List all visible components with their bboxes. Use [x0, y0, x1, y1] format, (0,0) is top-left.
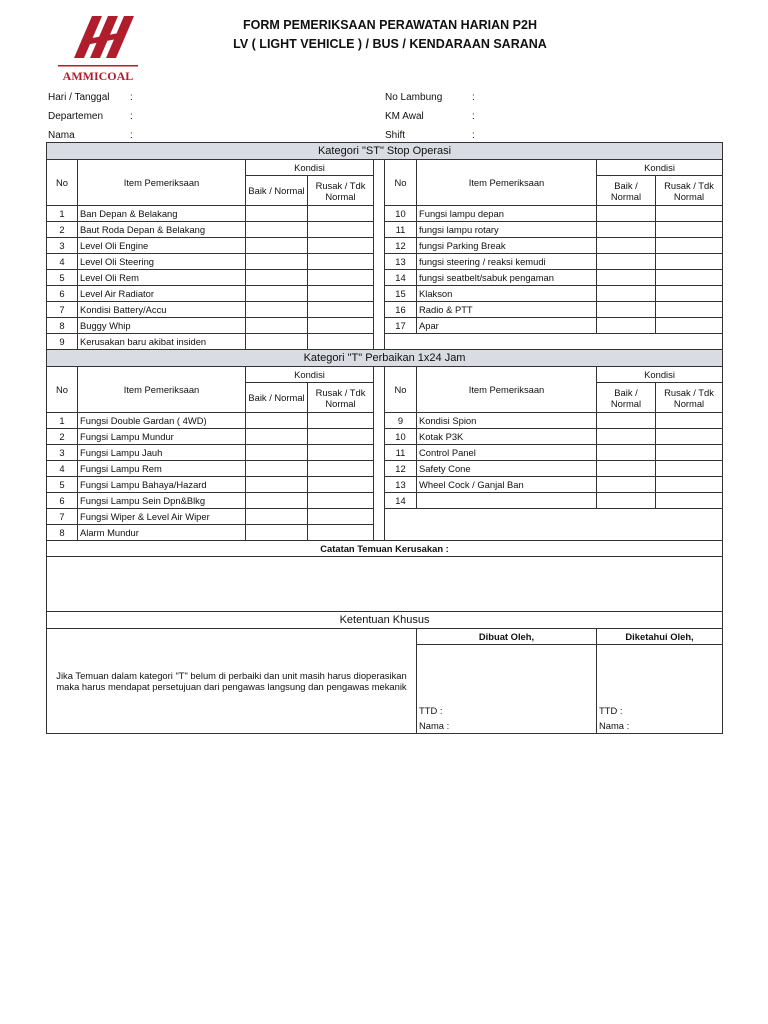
item-no: 17: [385, 318, 417, 334]
gap-cell: [374, 461, 385, 477]
item-no: 3: [47, 445, 78, 461]
item-no: 2: [47, 222, 78, 238]
dibuat-label: Dibuat Oleh,: [417, 629, 597, 645]
shift-colon: :: [472, 130, 475, 141]
col-item: Item Pemeriksaan: [78, 160, 246, 206]
gap-cell: [374, 238, 385, 254]
baik-check-cell[interactable]: [246, 286, 308, 302]
gap-cell: [374, 477, 385, 493]
rusak-check-cell[interactable]: [308, 477, 374, 493]
gap-cell: [374, 270, 385, 286]
gap-cell: [374, 254, 385, 270]
st-section-title: Kategori "ST" Stop Operasi: [47, 143, 723, 160]
baik-check-cell[interactable]: [246, 270, 308, 286]
item-no: 13: [385, 254, 417, 270]
baik-check-cell[interactable]: [597, 477, 656, 493]
rusak-check-cell[interactable]: [308, 206, 374, 222]
departemen-label: Departemen: [48, 111, 104, 122]
rusak-check-cell[interactable]: [308, 493, 374, 509]
item-name: fungsi seatbelt/sabuk pengaman: [417, 270, 597, 286]
col-kondisi: Kondisi: [246, 160, 374, 176]
rusak-check-cell[interactable]: [308, 461, 374, 477]
item-no: 4: [47, 461, 78, 477]
table-row: [47, 286, 723, 302]
baik-check-cell[interactable]: [597, 222, 656, 238]
item-name: Baut Roda Depan & Belakang: [78, 222, 246, 238]
km-colon: :: [472, 111, 475, 122]
item-no: 15: [385, 286, 417, 302]
lambung-label: No Lambung: [385, 92, 443, 103]
col-rusak: Rusak / Tdk Normal: [656, 383, 723, 413]
item-name: Alarm Mundur: [78, 525, 246, 541]
rusak-check-cell[interactable]: [656, 254, 723, 270]
col-baik: Baik / Normal: [246, 176, 308, 206]
table-row: [47, 270, 723, 286]
table-row: [47, 477, 723, 493]
baik-check-cell[interactable]: [246, 509, 308, 525]
baik-check-cell[interactable]: [246, 413, 308, 429]
dibuat-ttd: TTD :: [417, 703, 597, 718]
item-name: Fungsi Wiper & Level Air Wiper: [78, 509, 246, 525]
col-item: Item Pemeriksaan: [417, 160, 597, 206]
baik-check-cell[interactable]: [246, 445, 308, 461]
table-row: [47, 302, 723, 318]
baik-check-cell[interactable]: [597, 461, 656, 477]
table-row: [47, 445, 723, 461]
form-subtitle: LV ( LIGHT VEHICLE ) / BUS / KENDARAAN SARANA: [233, 37, 547, 51]
item-name: Apar: [417, 318, 597, 334]
gap-cell: [374, 302, 385, 318]
item-name: Fungsi lampu depan: [417, 206, 597, 222]
baik-check-cell[interactable]: [246, 238, 308, 254]
item-name: fungsi lampu rotary: [417, 222, 597, 238]
rusak-check-cell[interactable]: [308, 222, 374, 238]
rusak-check-cell[interactable]: [308, 318, 374, 334]
rusak-check-cell[interactable]: [308, 509, 374, 525]
diketahui-label: Diketahui Oleh,: [597, 629, 723, 645]
baik-check-cell[interactable]: [597, 302, 656, 318]
rusak-check-cell[interactable]: [308, 270, 374, 286]
baik-check-cell[interactable]: [597, 286, 656, 302]
item-name: Radio & PTT: [417, 302, 597, 318]
item-name: Kondisi Battery/Accu: [78, 302, 246, 318]
item-name: fungsi Parking Break: [417, 238, 597, 254]
item-name: Level Oli Steering: [78, 254, 246, 270]
ketentuan-text: Jika Temuan dalam kategori "T" belum di perbaiki dan unit masih harus dioperasikan maka harus mendapat persetujuan dari pengawas langsung dan pengawas mekanik: [47, 629, 417, 734]
item-no: 10: [385, 206, 417, 222]
gap-cell: [374, 318, 385, 334]
item-name: Kerusakan baru akibat insiden: [78, 334, 246, 350]
col-baik: Baik / Normal: [597, 383, 656, 413]
rusak-check-cell[interactable]: [656, 238, 723, 254]
table-row: [47, 413, 723, 429]
gap-cell: [374, 445, 385, 461]
baik-check-cell[interactable]: [597, 206, 656, 222]
baik-check-cell[interactable]: [597, 318, 656, 334]
ammicoal-logo: [52, 10, 144, 84]
rusak-check-cell[interactable]: [656, 493, 723, 509]
item-no: 6: [47, 286, 78, 302]
item-no: 13: [385, 477, 417, 493]
catatan-title: Catatan Temuan Kerusakan :: [47, 541, 723, 557]
gap-cell: [374, 525, 385, 541]
item-name: Fungsi Lampu Sein Dpn&Blkg: [78, 493, 246, 509]
baik-check-cell[interactable]: [246, 477, 308, 493]
item-name: Fungsi Double Gardan ( 4WD): [78, 413, 246, 429]
item-no: 12: [385, 238, 417, 254]
item-no: 4: [47, 254, 78, 270]
rusak-check-cell[interactable]: [656, 429, 723, 445]
item-name: Fungsi Lampu Jauh: [78, 445, 246, 461]
item-name: Fungsi Lampu Mundur: [78, 429, 246, 445]
item-name: Level Oli Rem: [78, 270, 246, 286]
gap-cell: [374, 429, 385, 445]
table-row: [47, 222, 723, 238]
rusak-check-cell[interactable]: [656, 206, 723, 222]
nama-colon: :: [130, 130, 133, 141]
hari-label: Hari / Tanggal: [48, 92, 110, 103]
dibuat-sign-area[interactable]: [417, 645, 597, 703]
rusak-check-cell[interactable]: [308, 238, 374, 254]
baik-check-cell[interactable]: [246, 302, 308, 318]
form-title: FORM PEMERIKSAAN PERAWATAN HARIAN P2H: [243, 18, 537, 32]
baik-check-cell[interactable]: [246, 525, 308, 541]
item-no: 11: [385, 445, 417, 461]
table-row: [47, 238, 723, 254]
item-no: 9: [47, 334, 78, 350]
item-no: 5: [47, 270, 78, 286]
item-name: [417, 493, 597, 509]
rusak-check-cell[interactable]: [308, 286, 374, 302]
lambung-colon: :: [472, 92, 475, 103]
rusak-check-cell[interactable]: [656, 286, 723, 302]
item-name: Buggy Whip: [78, 318, 246, 334]
baik-check-cell[interactable]: [246, 493, 308, 509]
item-no: 6: [47, 493, 78, 509]
col-kondisi: Kondisi: [246, 367, 374, 383]
baik-check-cell[interactable]: [246, 222, 308, 238]
gap-cell: [374, 160, 385, 206]
item-no: 7: [47, 302, 78, 318]
rusak-check-cell[interactable]: [656, 270, 723, 286]
item-no: 12: [385, 461, 417, 477]
col-no: No: [385, 367, 417, 413]
rusak-check-cell[interactable]: [656, 413, 723, 429]
rusak-check-cell[interactable]: [308, 413, 374, 429]
table-row: [47, 509, 723, 525]
col-rusak: Rusak / Tdk Normal: [656, 176, 723, 206]
rusak-check-cell[interactable]: [656, 461, 723, 477]
item-name: Fungsi Lampu Bahaya/Hazard: [78, 477, 246, 493]
col-kondisi: Kondisi: [597, 160, 723, 176]
baik-check-cell[interactable]: [246, 461, 308, 477]
baik-check-cell[interactable]: [597, 445, 656, 461]
km-label: KM Awal: [385, 111, 424, 122]
dibuat-nama: Nama :: [417, 718, 597, 734]
baik-check-cell[interactable]: [597, 493, 656, 509]
table-row: [47, 334, 723, 350]
catatan-area[interactable]: [47, 557, 723, 612]
col-rusak: Rusak / Tdk Normal: [308, 383, 374, 413]
table-row: [47, 461, 723, 477]
col-no: No: [47, 160, 78, 206]
gap-cell: [374, 334, 385, 350]
st-section: [47, 143, 723, 350]
table-row: [47, 429, 723, 445]
baik-check-cell[interactable]: [597, 429, 656, 445]
gap-cell: [374, 413, 385, 429]
col-item: Item Pemeriksaan: [417, 367, 597, 413]
item-no: 10: [385, 429, 417, 445]
diketahui-sign-area[interactable]: [597, 645, 723, 703]
rusak-check-cell[interactable]: [656, 445, 723, 461]
item-no: 2: [47, 429, 78, 445]
rusak-check-cell[interactable]: [308, 429, 374, 445]
col-baik: Baik / Normal: [597, 176, 656, 206]
gap-cell: [374, 367, 385, 413]
col-item: Item Pemeriksaan: [78, 367, 246, 413]
empty-cell: [385, 334, 723, 350]
col-kondisi: Kondisi: [597, 367, 723, 383]
item-no: 14: [385, 493, 417, 509]
rusak-check-cell[interactable]: [656, 222, 723, 238]
col-no: No: [385, 160, 417, 206]
t-section-title: Kategori "T" Perbaikan 1x24 Jam: [47, 350, 723, 367]
baik-check-cell[interactable]: [597, 413, 656, 429]
item-no: 7: [47, 509, 78, 525]
item-no: 16: [385, 302, 417, 318]
baik-check-cell[interactable]: [246, 318, 308, 334]
baik-check-cell[interactable]: [246, 334, 308, 350]
baik-check-cell[interactable]: [597, 254, 656, 270]
gap-cell: [374, 206, 385, 222]
rusak-check-cell[interactable]: [308, 302, 374, 318]
table-row: [47, 493, 723, 509]
item-no: 5: [47, 477, 78, 493]
col-no: No: [47, 367, 78, 413]
item-no: 8: [47, 525, 78, 541]
gap-cell: [374, 222, 385, 238]
item-no: 9: [385, 413, 417, 429]
rusak-check-cell[interactable]: [308, 334, 374, 350]
baik-check-cell[interactable]: [246, 429, 308, 445]
item-name: Wheel Cock / Ganjal Ban: [417, 477, 597, 493]
departemen-colon: :: [130, 111, 133, 122]
item-name: Level Oli Engine: [78, 238, 246, 254]
item-no: 14: [385, 270, 417, 286]
col-rusak: Rusak / Tdk Normal: [308, 176, 374, 206]
baik-check-cell[interactable]: [246, 254, 308, 270]
item-name: Safety Cone: [417, 461, 597, 477]
table-row: [47, 254, 723, 270]
gap-cell: [374, 509, 385, 525]
item-name: fungsi steering / reaksi kemudi: [417, 254, 597, 270]
t-section: [47, 350, 723, 541]
rusak-check-cell[interactable]: [308, 525, 374, 541]
hari-colon: :: [130, 92, 133, 103]
gap-cell: [374, 493, 385, 509]
baik-check-cell[interactable]: [597, 270, 656, 286]
inspection-table: [46, 142, 723, 734]
rusak-check-cell[interactable]: [308, 254, 374, 270]
notes-section: [47, 541, 723, 734]
item-name: Level Air Radiator: [78, 286, 246, 302]
empty-cell: [385, 509, 723, 541]
item-name: Control Panel: [417, 445, 597, 461]
item-name: Fungsi Lampu Rem: [78, 461, 246, 477]
ketentuan-title: Ketentuan Khusus: [47, 612, 723, 629]
item-name: Klakson: [417, 286, 597, 302]
rusak-check-cell[interactable]: [656, 318, 723, 334]
baik-check-cell[interactable]: [246, 206, 308, 222]
logo-text: AMMICOAL: [62, 69, 134, 83]
diketahui-nama: Nama :: [597, 718, 723, 734]
rusak-check-cell[interactable]: [656, 477, 723, 493]
table-row: [47, 206, 723, 222]
baik-check-cell[interactable]: [597, 238, 656, 254]
item-name: Kotak P3K: [417, 429, 597, 445]
table-row: [47, 318, 723, 334]
item-no: 1: [47, 206, 78, 222]
rusak-check-cell[interactable]: [656, 302, 723, 318]
diketahui-ttd: TTD :: [597, 703, 723, 718]
col-baik: Baik / Normal: [246, 383, 308, 413]
rusak-check-cell[interactable]: [308, 445, 374, 461]
item-no: 1: [47, 413, 78, 429]
shift-label: Shift: [385, 130, 406, 141]
item-name: Kondisi Spion: [417, 413, 597, 429]
gap-cell: [374, 286, 385, 302]
nama-label: Nama: [48, 130, 75, 141]
item-no: 11: [385, 222, 417, 238]
item-name: Ban Depan & Belakang: [78, 206, 246, 222]
item-no: 3: [47, 238, 78, 254]
item-no: 8: [47, 318, 78, 334]
